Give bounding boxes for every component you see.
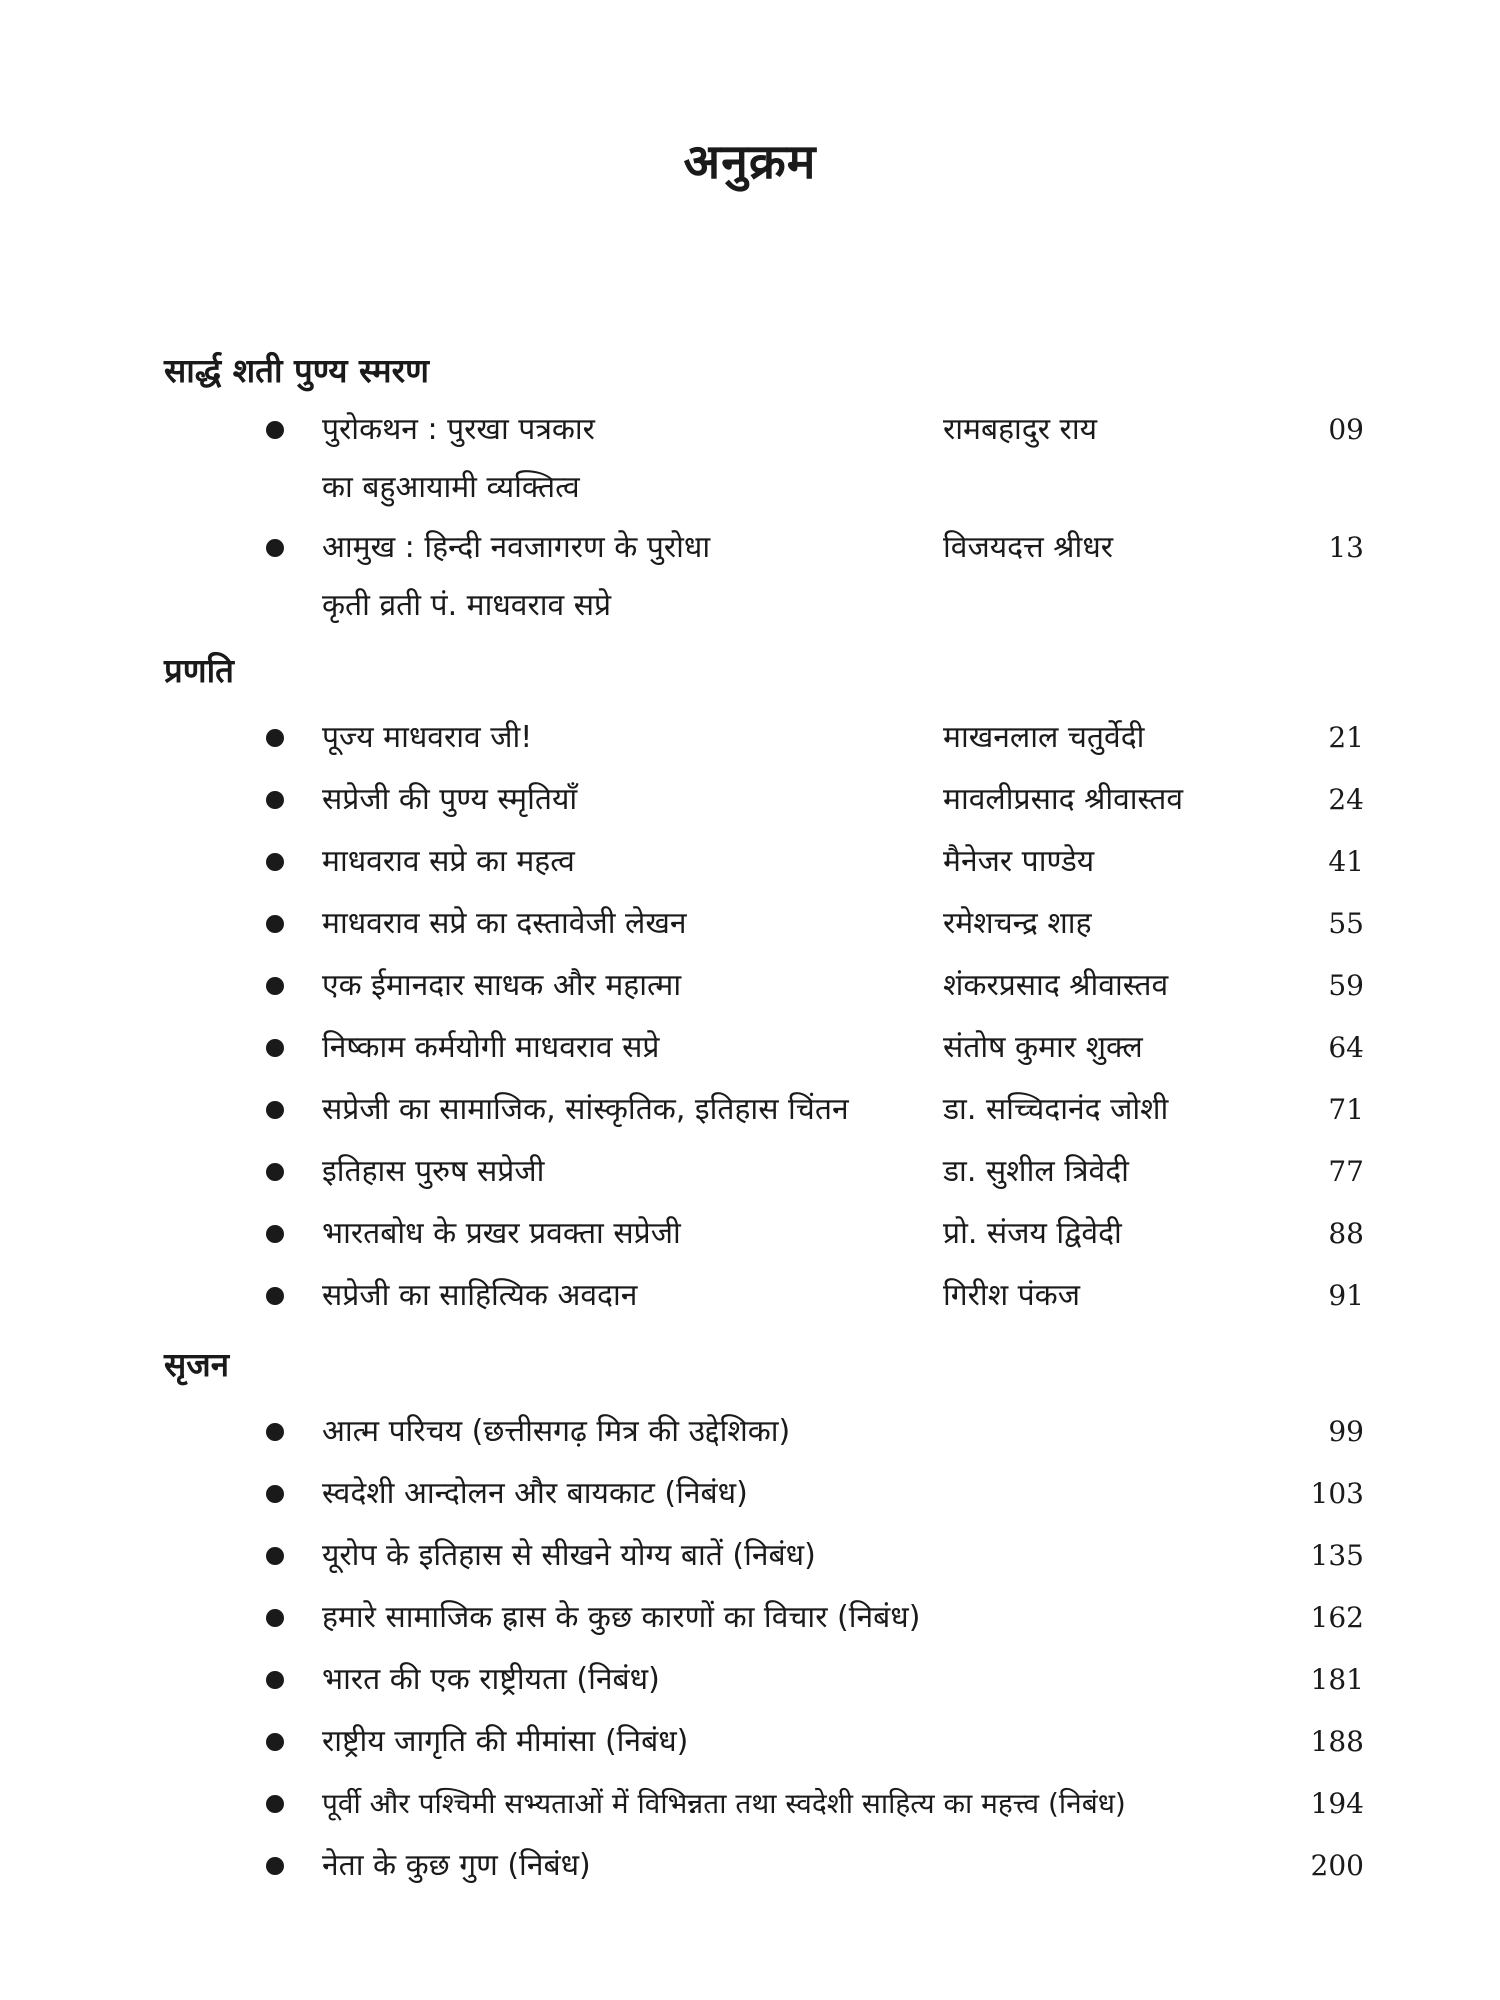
toc-entry: [0, 1651, 1500, 1713]
toc-entry: [0, 1589, 1500, 1651]
toc-entry: [0, 1081, 1500, 1143]
entry-page-number: 162: [1310, 1601, 1364, 1634]
section-heading: प्रणति: [164, 651, 234, 690]
entry-title: भारतबोध के प्रखर प्रवक्ता सप्रेजी: [322, 1216, 681, 1251]
entry-author: माखनलाल चतुर्वेदी: [943, 720, 1145, 755]
bullet-icon: [266, 729, 284, 747]
entry-title: सप्रेजी का साहित्यिक अवदान: [322, 1278, 638, 1313]
entry-page-number: 64: [1328, 1031, 1364, 1064]
entry-title: यूरोप के इतिहास से सीखने योग्य बातें (निबंध): [322, 1538, 816, 1573]
bullet-icon: [266, 791, 284, 809]
entry-author: डा. सच्चिदानंद जोशी: [943, 1092, 1169, 1127]
section-heading: सृजन: [164, 1345, 230, 1384]
entry-page-number: 13: [1328, 531, 1364, 564]
bullet-icon: [266, 1547, 284, 1565]
entry-page-number: 194: [1310, 1787, 1364, 1820]
entry-author: मावलीप्रसाद श्रीवास्तव: [943, 782, 1183, 817]
bullet-icon: [266, 1857, 284, 1875]
entry-title: निष्काम कर्मयोगी माधवराव सप्रे: [322, 1030, 660, 1065]
bullet-icon: [266, 1287, 284, 1305]
entry-title: माधवराव सप्रे का दस्तावेजी लेखन: [322, 906, 687, 941]
entry-author: डा. सुशील त्रिवेदी: [943, 1154, 1129, 1189]
entry-author: मैनेजर पाण्डेय: [943, 844, 1095, 879]
bullet-icon: [266, 853, 284, 871]
toc-section: [0, 345, 1500, 637]
entry-author: प्रो. संजय द्विवेदी: [943, 1216, 1122, 1251]
toc-entry: [0, 1267, 1500, 1329]
entry-title: एक ईमानदार साधक और महात्मा: [322, 968, 682, 1003]
entry-title: राष्ट्रीय जागृति की मीमांसा (निबंध): [322, 1724, 689, 1759]
toc-entry: [0, 1775, 1500, 1837]
entry-title-line: का बहुआयामी व्यक्तित्व: [322, 470, 580, 505]
bullet-icon: [266, 1163, 284, 1181]
toc-entry: [0, 401, 1500, 519]
entry-title: सप्रेजी का सामाजिक, सांस्कृतिक, इतिहास चिंतन: [322, 1092, 849, 1127]
entry-page-number: 200: [1310, 1849, 1364, 1882]
toc-entry: [0, 1143, 1500, 1205]
entry-page-number: 103: [1310, 1477, 1364, 1510]
toc-entry: [0, 1205, 1500, 1267]
bullet-icon: [266, 1101, 284, 1119]
page-title: अनुक्रम: [683, 134, 817, 190]
entry-title-line: आमुख : हिन्दी नवजागरण के पुरोधा: [322, 530, 711, 565]
entry-title: इतिहास पुरुष सप्रेजी: [322, 1154, 545, 1189]
entry-title: पूर्वी और पश्चिमी सभ्यताओं में विभिन्नता तथा स्वदेशी साहित्य का महत्त्व (निबंध): [322, 1787, 1126, 1820]
bullet-icon: [266, 421, 284, 439]
toc-entry: [0, 519, 1500, 637]
entry-author: रमेशचन्द्र शाह: [943, 906, 1092, 941]
entry-page-number: 88: [1328, 1217, 1364, 1250]
entry-page-number: 09: [1328, 413, 1364, 446]
bullet-icon: [266, 1225, 284, 1243]
entry-author: संतोष कुमार शुक्ल: [943, 1030, 1143, 1065]
toc-entry: [0, 1713, 1500, 1775]
bullet-icon: [266, 915, 284, 933]
entry-title: [322, 401, 932, 517]
entry-page-number: 24: [1328, 783, 1364, 816]
toc-entry: [0, 1465, 1500, 1527]
bullet-icon: [266, 1795, 284, 1813]
toc-entry: [0, 709, 1500, 771]
bullet-icon: [266, 1609, 284, 1627]
bullet-icon: [266, 1423, 284, 1441]
toc-section: [0, 1339, 1500, 1899]
entry-page-number: 91: [1328, 1279, 1364, 1312]
toc-section: [0, 645, 1500, 1329]
entry-title: माधवराव सप्रे का महत्व: [322, 844, 575, 879]
entry-page-number: 135: [1310, 1539, 1364, 1572]
entry-author: विजयदत्त श्रीधर: [943, 530, 1114, 565]
entry-title: स्वदेशी आन्दोलन और बायकाट (निबंध): [322, 1476, 748, 1511]
bullet-icon: [266, 1039, 284, 1057]
bullet-icon: [266, 1733, 284, 1751]
entry-title: हमारे सामाजिक ह्रास के कुछ कारणों का विचार (निबंध): [322, 1600, 921, 1635]
entry-page-number: 59: [1328, 969, 1364, 1002]
entry-title: पूज्य माधवराव जी!: [322, 720, 533, 755]
entry-page-number: 77: [1328, 1155, 1364, 1188]
bullet-icon: [266, 977, 284, 995]
entry-title-line: कृती व्रती पं. माधवराव सप्रे: [322, 588, 612, 623]
entry-author: शंकरप्रसाद श्रीवास्तव: [943, 968, 1169, 1003]
toc-entry: [0, 1527, 1500, 1589]
entry-title-line: पुरोकथन : पुरखा पत्रकार: [322, 412, 595, 447]
entry-title: नेता के कुछ गुण (निबंध): [322, 1848, 591, 1883]
table-of-contents: [0, 345, 1500, 1899]
entry-title: आत्म परिचय (छत्तीसगढ़ मित्र की उद्देशिका): [322, 1414, 791, 1449]
entry-page-number: 181: [1310, 1663, 1364, 1696]
toc-entry: [0, 1837, 1500, 1899]
bullet-icon: [266, 1671, 284, 1689]
toc-entry: [0, 771, 1500, 833]
entry-page-number: 99: [1328, 1415, 1364, 1448]
toc-entry: [0, 957, 1500, 1019]
entry-page-number: 21: [1328, 721, 1364, 754]
entry-page-number: 55: [1328, 907, 1364, 940]
bullet-icon: [266, 539, 284, 557]
section-heading: सार्द्ध शती पुण्य स्मरण: [164, 351, 429, 390]
toc-entry: [0, 895, 1500, 957]
entry-title: [322, 519, 932, 635]
entry-page-number: 188: [1310, 1725, 1364, 1758]
entry-title: भारत की एक राष्ट्रीयता (निबंध): [322, 1662, 660, 1697]
bullet-icon: [266, 1485, 284, 1503]
entry-page-number: 71: [1328, 1093, 1364, 1126]
entry-author: गिरीश पंकज: [943, 1278, 1080, 1313]
entry-page-number: 41: [1328, 845, 1364, 878]
toc-entry: [0, 1403, 1500, 1465]
entry-title: सप्रेजी की पुण्य स्मृतियाँ: [322, 782, 578, 817]
entry-author: रामबहादुर राय: [943, 412, 1097, 447]
toc-entry: [0, 1019, 1500, 1081]
toc-entry: [0, 833, 1500, 895]
